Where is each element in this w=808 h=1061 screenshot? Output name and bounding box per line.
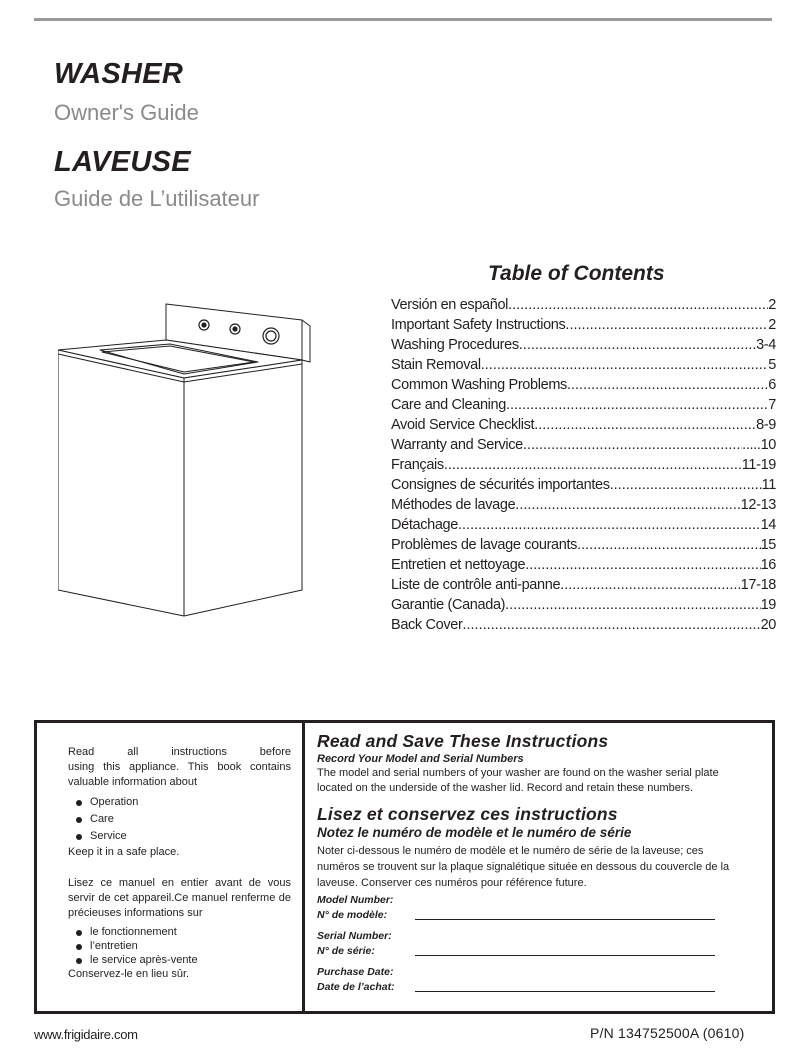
toc-item bbox=[391, 357, 776, 377]
bullet-item: Care bbox=[68, 811, 291, 828]
part-number: P/N 134752500A (0610) bbox=[590, 1025, 745, 1041]
read-instructions-panel bbox=[68, 745, 291, 982]
bullet-item: Operation bbox=[68, 794, 291, 811]
bullet-item: le service après-vente bbox=[68, 953, 291, 967]
toc-leader-dots bbox=[610, 477, 762, 493]
bullet-item: Service bbox=[68, 828, 291, 845]
toc-item bbox=[391, 377, 776, 397]
record-field bbox=[317, 965, 747, 999]
toc-leader-dots bbox=[462, 617, 760, 633]
toc-item-title: Back Cover bbox=[391, 617, 463, 633]
field-label-french: N° de série: bbox=[317, 945, 375, 957]
intro-english-first-line: Read all instructions before bbox=[68, 746, 291, 758]
toc-item-title: Washing Procedures bbox=[391, 337, 519, 353]
toc-item-page: 20 bbox=[760, 617, 776, 633]
record-field bbox=[317, 929, 747, 963]
toc-item-title: Garantie (Canada) bbox=[391, 597, 506, 613]
toc-item-title: Entretien et nettoyage bbox=[391, 557, 526, 573]
toc-item bbox=[391, 497, 776, 517]
toc-item-page: 11-19 bbox=[741, 457, 776, 473]
toc-item bbox=[391, 397, 776, 417]
field-label-english: Purchase Date: bbox=[317, 966, 394, 978]
keep-safe-french: Conservez-le en lieu sûr. bbox=[68, 968, 190, 980]
toc-item bbox=[391, 297, 776, 317]
toc-item-title: Common Washing Problems bbox=[391, 377, 567, 393]
toc-leader-dots bbox=[515, 497, 740, 513]
toc-item-page: 7 bbox=[768, 397, 776, 413]
toc-item-page: 6 bbox=[768, 377, 776, 393]
title-english: WASHER bbox=[54, 58, 184, 90]
subtitle-english: Owner's Guide bbox=[54, 100, 199, 125]
subheading-notez: Notez le numéro de modèle et le numéro de série bbox=[317, 825, 632, 840]
toc-leader-dots bbox=[560, 577, 740, 593]
toc-item-title: Care and Cleaning bbox=[391, 397, 506, 413]
toc-leader-dots bbox=[481, 357, 769, 373]
toc-item-title: Français bbox=[391, 457, 444, 473]
toc-leader-dots bbox=[565, 317, 768, 333]
field-label-french: Date de l’achat: bbox=[317, 981, 395, 993]
toc-item-page: 8-9 bbox=[756, 417, 776, 433]
keep-safe-english: Keep it in a safe place. bbox=[68, 846, 180, 858]
toc-leader-dots bbox=[534, 417, 756, 433]
heading-read-save: Read and Save These Instructions bbox=[317, 731, 609, 751]
toc-item bbox=[391, 417, 776, 437]
toc-leader-dots bbox=[508, 297, 768, 313]
toc-item-page: 11 bbox=[761, 477, 776, 493]
intro-english: using this appliance. This book contains valuable information about bbox=[68, 761, 291, 788]
toc-item bbox=[391, 437, 776, 457]
toc-leader-dots bbox=[458, 517, 761, 533]
website-url[interactable]: www.frigidaire.com bbox=[34, 1027, 138, 1042]
toc-item-title: Liste de contrôle anti-panne bbox=[391, 577, 561, 593]
toc-item-page: 19 bbox=[760, 597, 776, 613]
toc-item-page: 17-18 bbox=[740, 577, 776, 593]
toc-item-title: Consignes de sécurités importantes bbox=[391, 477, 610, 493]
bullet-list-english bbox=[68, 794, 291, 845]
toc-item bbox=[391, 477, 776, 497]
toc-item-title: Problèmes de lavage courants bbox=[391, 537, 578, 553]
paragraph-english: The model and serial numbers of your washer are found on the washer serial plate located on the underside of the washer lid. Record and retain these numbers. bbox=[317, 767, 719, 794]
field-label-french: N° de modèle: bbox=[317, 909, 388, 921]
field-label-english: Model Number: bbox=[317, 894, 394, 906]
write-in-line[interactable] bbox=[415, 991, 715, 992]
toc-item bbox=[391, 317, 776, 337]
toc-item-title: Avoid Service Checklist bbox=[391, 417, 535, 433]
toc-leader-dots bbox=[506, 397, 768, 413]
toc-leader-dots bbox=[444, 457, 742, 473]
toc-item-page: 16 bbox=[760, 557, 776, 573]
write-in-line[interactable] bbox=[415, 955, 715, 956]
toc-item bbox=[391, 597, 776, 617]
box-divider bbox=[302, 723, 305, 1011]
intro-french: Lisez ce manuel en entier avant de vous servir de cet appareil.Ce manuel renferme de précieuses informations sur bbox=[68, 877, 291, 919]
toc-item bbox=[391, 557, 776, 577]
toc-item-title: Méthodes de lavage bbox=[391, 497, 516, 513]
toc-item-page: 15 bbox=[760, 537, 776, 553]
toc-item-title: Détachage bbox=[391, 517, 458, 533]
toc-leader-dots bbox=[577, 537, 760, 553]
toc-item bbox=[391, 457, 776, 477]
toc-item-page: 2 bbox=[768, 297, 776, 313]
toc-item-page: 3-4 bbox=[756, 337, 776, 353]
toc-item-title: Versión en español bbox=[391, 297, 509, 313]
toc-item-title: Stain Removal bbox=[391, 357, 481, 373]
record-numbers-panel bbox=[317, 731, 747, 999]
paragraph-french: Noter ci-dessous le numéro de modèle et le numéro de série de la laveuse; ces numéros se trouvent sur la plaque signalétique située en dessous du couvercle de la laveuse. Conserver ces numéros pour référence future. bbox=[317, 845, 730, 889]
toc-item-title: Important Safety Instructions bbox=[391, 317, 566, 333]
table-of-contents bbox=[391, 297, 776, 637]
title-french: LAVEUSE bbox=[54, 146, 191, 178]
toc-item bbox=[391, 337, 776, 357]
subheading-record-numbers: Record Your Model and Serial Numbers bbox=[317, 753, 524, 765]
write-in-line[interactable] bbox=[415, 919, 715, 920]
bullet-list-french bbox=[68, 925, 291, 967]
toc-leader-dots bbox=[505, 597, 760, 613]
toc-leader-dots bbox=[523, 437, 742, 453]
toc-item bbox=[391, 617, 776, 637]
instructions-box bbox=[34, 720, 775, 1014]
toc-leader-dots bbox=[525, 557, 760, 573]
toc-leader-dots bbox=[567, 377, 768, 393]
bullet-item: l’entretien bbox=[68, 939, 291, 953]
toc-item-page: 2 bbox=[768, 317, 776, 333]
toc-leader-dots bbox=[519, 337, 756, 353]
toc-item-page: 5 bbox=[768, 357, 776, 373]
toc-item-page: .....10 bbox=[742, 437, 776, 453]
heading-lisez-conservez: Lisez et conservez ces instructions bbox=[317, 804, 618, 824]
field-label-english: Serial Number: bbox=[317, 930, 392, 942]
toc-item-page: 14 bbox=[760, 517, 776, 533]
record-fields bbox=[317, 893, 747, 999]
washer-illustration bbox=[58, 298, 318, 618]
subtitle-french: Guide de L’utilisateur bbox=[54, 186, 260, 211]
toc-heading: Table of Contents bbox=[488, 262, 665, 285]
record-field bbox=[317, 893, 747, 927]
bullet-item: le fonctionnement bbox=[68, 925, 291, 939]
toc-item-title: Warranty and Service bbox=[391, 437, 523, 453]
toc-item bbox=[391, 517, 776, 537]
toc-item bbox=[391, 577, 776, 597]
top-rule bbox=[34, 18, 772, 21]
toc-item-page: 12-13 bbox=[740, 497, 776, 513]
toc-item bbox=[391, 537, 776, 557]
